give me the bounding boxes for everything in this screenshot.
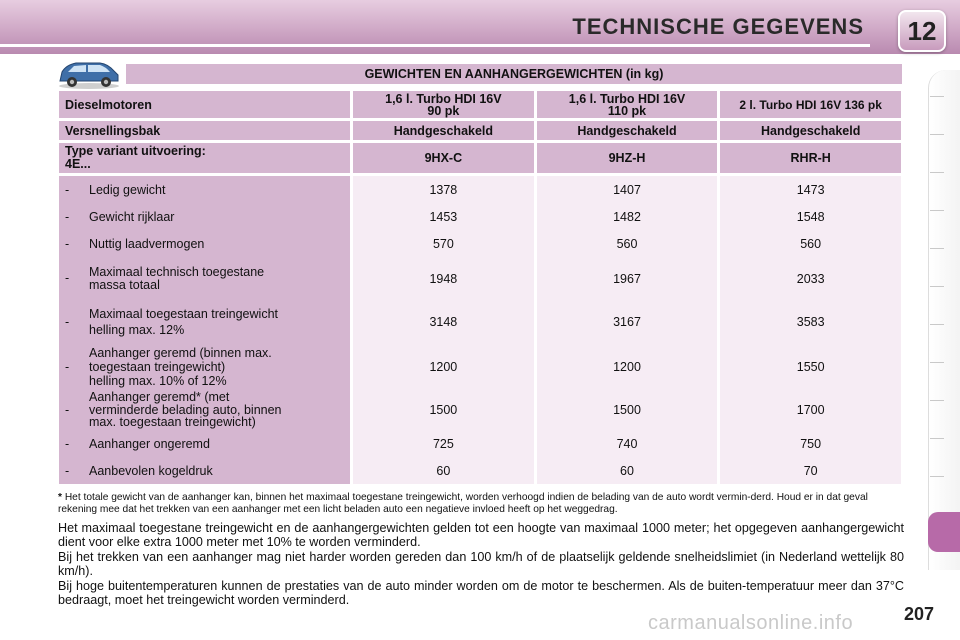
cell-value: 1700 <box>796 403 825 417</box>
cell-value: 1548 <box>796 209 825 224</box>
cell-value: 60 <box>436 463 451 478</box>
cell-value: 1200 <box>429 360 458 374</box>
cell-value: 60 <box>620 463 634 478</box>
weight-labels <box>59 176 350 484</box>
footnote <box>58 492 906 516</box>
list-item <box>65 344 344 390</box>
list-item <box>65 203 344 230</box>
watermark: carmanualsonline.info <box>648 612 854 634</box>
rail-tick <box>930 400 944 401</box>
variant-value: RHR-H <box>720 143 901 173</box>
dash: - <box>65 360 70 374</box>
item-label: Maximaal toegestaan treingewicht helling max. 12% <box>89 307 278 337</box>
engine-value: 1,6 l. Turbo HDI 16V 90 pk <box>353 91 534 118</box>
rail-tick <box>930 362 944 363</box>
item-label: Aanhanger geremd* (met verminderde belading auto, binnen max. toegestaan treingewicht) <box>89 390 282 430</box>
variant-value: 9HX-C <box>353 143 534 173</box>
gearbox-value: Handgeschakeld <box>537 121 718 140</box>
weights-table <box>56 88 904 487</box>
variant-label: Type variant uitvoering: 4E... <box>59 143 350 173</box>
cell-value: 725 <box>432 436 454 451</box>
list-item <box>65 176 344 203</box>
item-label: Gewicht rijklaar <box>89 209 175 224</box>
cell-value: 740 <box>616 436 638 451</box>
dash: - <box>65 271 70 285</box>
item-label: Aanbevolen kogeldruk <box>89 463 213 478</box>
item-label: Aanhanger ongeremd <box>89 436 210 451</box>
gearbox-value: Handgeschakeld <box>353 121 534 140</box>
list-item <box>65 300 344 344</box>
cell-value: 1482 <box>613 209 641 224</box>
footnote-mark: * <box>58 492 62 503</box>
gearbox-label: Versnellingsbak <box>59 121 350 140</box>
cell-value: 1948 <box>429 271 458 286</box>
gearbox-row <box>59 121 901 140</box>
paragraph: Bij het trekken van een aanhanger mag niet harder worden gereden dan 100 km/h of de plaatselijk geldende snelheidslimiet (in Nederland wettelijk 80 km/h). <box>58 550 904 578</box>
cell-value: 3167 <box>613 315 641 329</box>
cell-value: 1453 <box>429 209 458 224</box>
engine-label: Dieselmotoren <box>59 91 350 118</box>
car-icon <box>56 57 122 89</box>
dash: - <box>65 463 70 478</box>
dash: - <box>65 436 70 451</box>
section-title: GEWICHTEN EN AANHANGERGEWICHTEN (in kg) <box>126 64 902 84</box>
dash: - <box>65 209 70 224</box>
rail-tick <box>930 172 944 173</box>
rail-tick <box>930 96 944 97</box>
rail-tick <box>930 324 944 325</box>
cell-value: 1407 <box>613 182 641 197</box>
cell-value: 1500 <box>613 403 641 417</box>
chapter-badge: 12 <box>898 10 946 52</box>
dash: - <box>65 315 70 329</box>
engine-value: 2 l. Turbo HDI 16V 136 pk <box>720 91 901 118</box>
item-label: Ledig gewicht <box>89 182 166 197</box>
dash: - <box>65 182 70 197</box>
cell-value: 2033 <box>796 271 825 286</box>
cell-value: 570 <box>432 236 454 251</box>
rail-tick <box>930 286 944 287</box>
gearbox-value: Handgeschakeld <box>720 121 901 140</box>
dash: - <box>65 402 70 417</box>
weight-column <box>537 176 718 484</box>
rail-tick <box>930 476 944 477</box>
header-divider <box>0 44 870 47</box>
cell-value: 750 <box>800 436 822 451</box>
item-label: Aanhanger geremd (binnen max. toegestaan treingewicht) helling max. 10% of 12% <box>89 346 272 388</box>
variant-value: 9HZ-H <box>537 143 718 173</box>
rail-tick <box>930 134 944 135</box>
item-label: Maximaal technisch toegestane massa totaal <box>89 264 265 292</box>
cell-value: 1550 <box>796 360 825 374</box>
cell-value: 70 <box>803 463 818 478</box>
cell-value: 1967 <box>613 271 641 286</box>
paragraph: Het maximaal toegestane treingewicht en de aanhangergewichten gelden tot een hoogte van maximaal 1000 meter; het opgegeven aanhangergewicht dient voor elke extra 1000 meter met 10% te worden verminderd. <box>58 521 904 549</box>
list-item <box>65 390 344 430</box>
rail-tick <box>930 248 944 249</box>
dash: - <box>65 236 70 251</box>
page-title: TECHNISCHE GEGEVENS <box>572 14 864 39</box>
rail-tick <box>930 210 944 211</box>
list-item <box>65 230 344 257</box>
rail-tick <box>930 438 944 439</box>
cell-value: 3148 <box>429 315 458 329</box>
cell-value: 560 <box>616 236 638 251</box>
cell-value: 1500 <box>429 403 458 417</box>
cell-value: 1473 <box>796 182 825 197</box>
list-item <box>65 457 344 484</box>
engine-row <box>59 91 901 118</box>
weights-body <box>59 176 901 484</box>
chapter-tab[interactable] <box>928 512 960 552</box>
cell-value: 3583 <box>796 315 825 329</box>
weight-column <box>720 176 901 484</box>
engine-value: 1,6 l. Turbo HDI 16V 110 pk <box>537 91 718 118</box>
paragraph: Bij hoge buitentemperaturen kunnen de prestaties van de auto minder worden om de motor te beschermen. Als de buiten-temperatuur meer dan 37°C bedraagt, moet het treingewicht worden verminderd. <box>58 579 904 607</box>
footnote-text: Het totale gewicht van de aanhanger kan, binnen het maximaal toegestane treingewicht, worden verhoogd indien de belading van de auto wordt vermin-derd. Houd er in dat geval rekening mee dat het trekken van een aanhanger met een licht beladen auto een negatieve invloed heeft op het weggedrag. <box>58 492 868 515</box>
cell-value: 560 <box>800 236 822 251</box>
weight-column <box>353 176 534 484</box>
item-label: Nuttig laadvermogen <box>89 236 205 251</box>
cell-value: 1200 <box>613 360 641 374</box>
variant-row <box>59 143 901 173</box>
page-number: 207 <box>904 604 935 624</box>
cell-value: 1378 <box>429 182 458 197</box>
list-item <box>65 430 344 457</box>
list-item <box>65 257 344 300</box>
side-rail <box>928 70 960 570</box>
